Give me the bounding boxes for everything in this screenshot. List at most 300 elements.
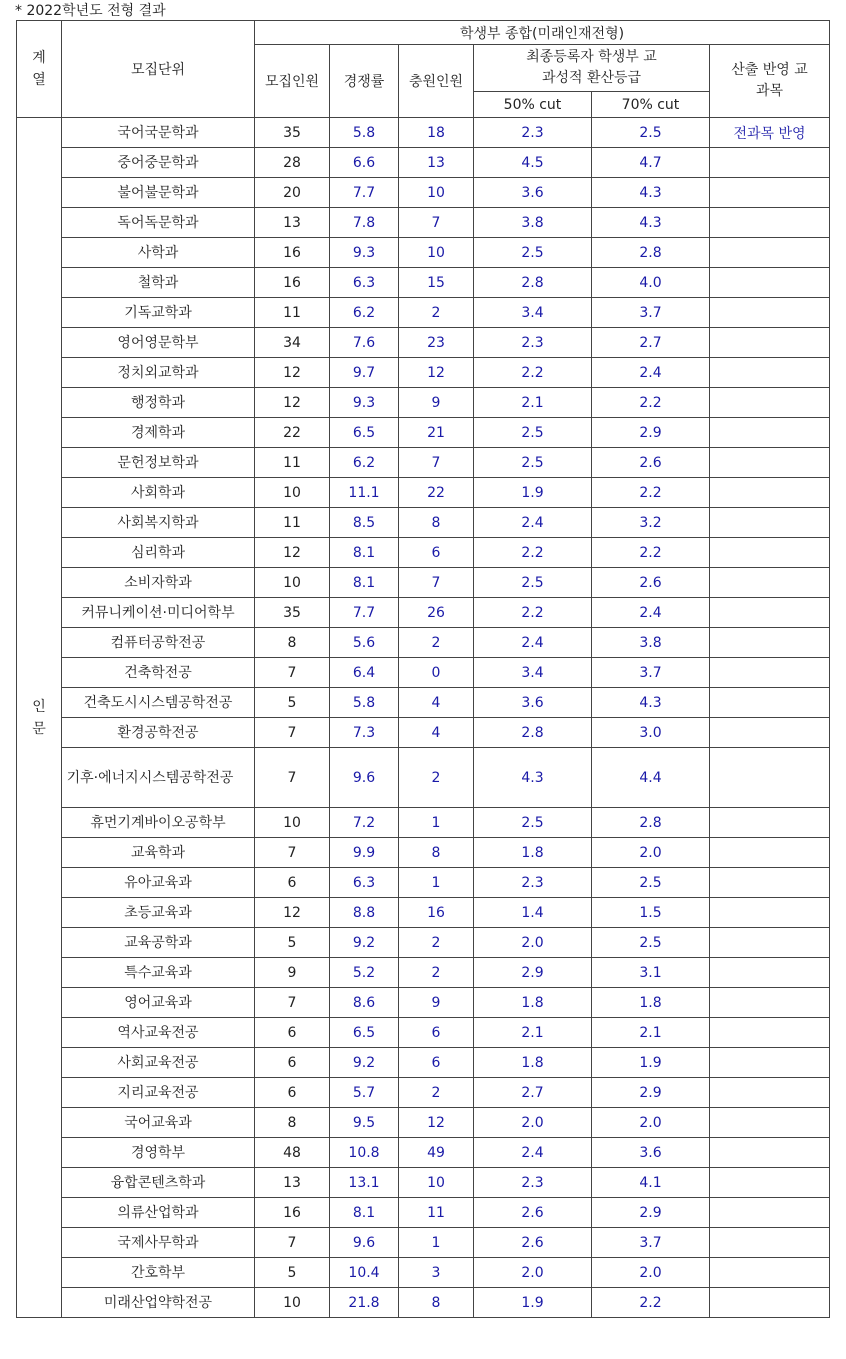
header-subjects: 산출 반영 교과목 xyxy=(710,45,830,118)
unit-cell: 사회복지학과 xyxy=(62,508,255,538)
unit-cell: 정치외교학과 xyxy=(62,358,255,388)
header-series: 계열 xyxy=(17,21,62,118)
table-row xyxy=(17,358,830,388)
quota-cell: 7 xyxy=(255,748,330,808)
quota-cell: 5 xyxy=(255,688,330,718)
subjects-cell-empty xyxy=(710,718,830,748)
subjects-cell-empty xyxy=(710,298,830,328)
cut50-cell: 2.5 xyxy=(474,418,592,448)
subjects-cell-empty xyxy=(710,568,830,598)
table-body xyxy=(17,118,830,1318)
table-row xyxy=(17,898,830,928)
competition-cell: 8.8 xyxy=(330,898,399,928)
quota-cell: 6 xyxy=(255,1078,330,1108)
header-grade-group: 최종등록자 학생부 교과성적 환산등급 xyxy=(474,45,710,92)
cut50-cell: 2.6 xyxy=(474,1228,592,1258)
quota-cell: 16 xyxy=(255,268,330,298)
competition-cell: 7.7 xyxy=(330,598,399,628)
subjects-cell-empty xyxy=(710,418,830,448)
cut70-cell: 4.1 xyxy=(592,1168,710,1198)
subjects-cell-empty xyxy=(710,1258,830,1288)
competition-cell: 9.3 xyxy=(330,238,399,268)
cut70-cell: 3.6 xyxy=(592,1138,710,1168)
cut70-cell: 4.7 xyxy=(592,148,710,178)
unit-cell: 문헌정보학과 xyxy=(62,448,255,478)
cut50-cell: 1.4 xyxy=(474,898,592,928)
additional-cell: 7 xyxy=(399,208,474,238)
unit-cell: 독어독문학과 xyxy=(62,208,255,238)
table-row xyxy=(17,1048,830,1078)
table-row xyxy=(17,1078,830,1108)
cut50-cell: 2.4 xyxy=(474,508,592,538)
cut50-cell: 2.4 xyxy=(474,628,592,658)
competition-cell: 5.8 xyxy=(330,688,399,718)
table-row xyxy=(17,688,830,718)
table-row xyxy=(17,928,830,958)
cut50-cell: 2.1 xyxy=(474,388,592,418)
competition-cell: 7.3 xyxy=(330,718,399,748)
cut50-cell: 2.4 xyxy=(474,1138,592,1168)
cut70-cell: 2.9 xyxy=(592,1078,710,1108)
additional-cell: 21 xyxy=(399,418,474,448)
table-row xyxy=(17,508,830,538)
subjects-cell-empty xyxy=(710,838,830,868)
cut50-cell: 3.4 xyxy=(474,298,592,328)
unit-cell: 유아교육과 xyxy=(62,868,255,898)
competition-cell: 9.5 xyxy=(330,1108,399,1138)
cut70-cell: 2.0 xyxy=(592,1258,710,1288)
table-row xyxy=(17,1168,830,1198)
unit-cell: 중어중문학과 xyxy=(62,148,255,178)
quota-cell: 6 xyxy=(255,1018,330,1048)
additional-cell: 7 xyxy=(399,448,474,478)
series-group-cell xyxy=(17,118,62,1318)
competition-cell: 10.4 xyxy=(330,1258,399,1288)
subjects-cell-empty xyxy=(710,238,830,268)
table-row xyxy=(17,568,830,598)
cut50-cell: 2.5 xyxy=(474,568,592,598)
quota-cell: 48 xyxy=(255,1138,330,1168)
cut50-cell: 2.2 xyxy=(474,538,592,568)
competition-cell: 9.2 xyxy=(330,928,399,958)
subjects-cell-empty xyxy=(710,928,830,958)
unit-cell: 사회교육전공 xyxy=(62,1048,255,1078)
admission-results-table xyxy=(16,20,830,1318)
additional-cell: 8 xyxy=(399,1288,474,1318)
competition-cell: 9.2 xyxy=(330,1048,399,1078)
quota-cell: 5 xyxy=(255,928,330,958)
quota-cell: 35 xyxy=(255,598,330,628)
additional-cell: 18 xyxy=(399,118,474,148)
additional-cell: 2 xyxy=(399,628,474,658)
competition-cell: 5.7 xyxy=(330,1078,399,1108)
table-row xyxy=(17,1018,830,1048)
unit-cell: 사회학과 xyxy=(62,478,255,508)
competition-cell: 21.8 xyxy=(330,1288,399,1318)
unit-cell: 커뮤니케이션·미디어학부 xyxy=(62,598,255,628)
unit-cell: 경영학부 xyxy=(62,1138,255,1168)
header-cut50: 50% cut xyxy=(474,92,592,118)
competition-cell: 5.2 xyxy=(330,958,399,988)
additional-cell: 2 xyxy=(399,958,474,988)
quota-cell: 22 xyxy=(255,418,330,448)
table-row xyxy=(17,418,830,448)
unit-cell: 기후·에너지시스템공학전공 xyxy=(62,748,255,808)
cut70-cell: 2.6 xyxy=(592,448,710,478)
cut70-cell: 3.1 xyxy=(592,958,710,988)
unit-cell: 국제사무학과 xyxy=(62,1228,255,1258)
subjects-cell-empty xyxy=(710,448,830,478)
cut50-cell: 2.3 xyxy=(474,118,592,148)
cut50-cell: 4.5 xyxy=(474,148,592,178)
subjects-cell-empty xyxy=(710,388,830,418)
cut50-cell: 1.9 xyxy=(474,1288,592,1318)
competition-cell: 7.7 xyxy=(330,178,399,208)
cut70-cell: 4.3 xyxy=(592,688,710,718)
cut50-cell: 3.6 xyxy=(474,178,592,208)
header-unit: 모집단위 xyxy=(62,21,255,118)
cut70-cell: 2.4 xyxy=(592,358,710,388)
quota-cell: 7 xyxy=(255,1228,330,1258)
quota-cell: 20 xyxy=(255,178,330,208)
cut50-cell: 2.9 xyxy=(474,958,592,988)
cut50-cell: 2.3 xyxy=(474,328,592,358)
cut70-cell: 2.5 xyxy=(592,868,710,898)
table-row xyxy=(17,1288,830,1318)
subjects-cell-empty xyxy=(710,808,830,838)
cut50-cell: 1.8 xyxy=(474,838,592,868)
quota-cell: 10 xyxy=(255,1288,330,1318)
quota-cell: 7 xyxy=(255,658,330,688)
subjects-cell-empty xyxy=(710,1138,830,1168)
cut50-cell: 2.0 xyxy=(474,928,592,958)
cut50-cell: 2.5 xyxy=(474,808,592,838)
unit-cell: 교육공학과 xyxy=(62,928,255,958)
competition-cell: 8.1 xyxy=(330,1198,399,1228)
cut70-cell: 3.2 xyxy=(592,508,710,538)
cut50-cell: 2.7 xyxy=(474,1078,592,1108)
quota-cell: 6 xyxy=(255,868,330,898)
header-additional: 충원인원 xyxy=(399,45,474,118)
cut70-cell: 2.2 xyxy=(592,538,710,568)
unit-cell: 교육학과 xyxy=(62,838,255,868)
subjects-cell-empty xyxy=(710,868,830,898)
quota-cell: 12 xyxy=(255,388,330,418)
competition-cell: 7.8 xyxy=(330,208,399,238)
competition-cell: 13.1 xyxy=(330,1168,399,1198)
additional-cell: 0 xyxy=(399,658,474,688)
quota-cell: 8 xyxy=(255,628,330,658)
header-competition: 경쟁률 xyxy=(330,45,399,118)
competition-cell: 8.1 xyxy=(330,538,399,568)
table-row xyxy=(17,1108,830,1138)
cut70-cell: 2.5 xyxy=(592,118,710,148)
table-row xyxy=(17,718,830,748)
unit-cell: 영어교육과 xyxy=(62,988,255,1018)
additional-cell: 8 xyxy=(399,838,474,868)
quota-cell: 13 xyxy=(255,208,330,238)
unit-cell: 미래산업약학전공 xyxy=(62,1288,255,1318)
quota-cell: 7 xyxy=(255,838,330,868)
cut50-cell: 3.8 xyxy=(474,208,592,238)
cut70-cell: 4.3 xyxy=(592,178,710,208)
unit-cell: 휴먼기계바이오공학부 xyxy=(62,808,255,838)
additional-cell: 1 xyxy=(399,1228,474,1258)
competition-cell: 9.9 xyxy=(330,838,399,868)
cut50-cell: 2.8 xyxy=(474,718,592,748)
additional-cell: 2 xyxy=(399,298,474,328)
competition-cell: 6.3 xyxy=(330,268,399,298)
subjects-cell-empty xyxy=(710,1018,830,1048)
cut50-cell: 3.6 xyxy=(474,688,592,718)
additional-cell: 1 xyxy=(399,808,474,838)
subjects-cell-empty xyxy=(710,208,830,238)
additional-cell: 11 xyxy=(399,1198,474,1228)
cut50-cell: 2.1 xyxy=(474,1018,592,1048)
additional-cell: 12 xyxy=(399,1108,474,1138)
quota-cell: 12 xyxy=(255,358,330,388)
quota-cell: 10 xyxy=(255,568,330,598)
additional-cell: 2 xyxy=(399,748,474,808)
unit-cell: 역사교육전공 xyxy=(62,1018,255,1048)
cut50-cell: 2.3 xyxy=(474,868,592,898)
cut70-cell: 1.9 xyxy=(592,1048,710,1078)
competition-cell: 7.6 xyxy=(330,328,399,358)
additional-cell: 3 xyxy=(399,1258,474,1288)
quota-cell: 12 xyxy=(255,538,330,568)
cut70-cell: 1.5 xyxy=(592,898,710,928)
quota-cell: 11 xyxy=(255,298,330,328)
table-row xyxy=(17,748,830,808)
subjects-cell-empty xyxy=(710,508,830,538)
table-row xyxy=(17,628,830,658)
additional-cell: 6 xyxy=(399,1048,474,1078)
unit-cell: 건축도시시스템공학전공 xyxy=(62,688,255,718)
header-cut70: 70% cut xyxy=(592,92,710,118)
unit-cell: 영어영문학부 xyxy=(62,328,255,358)
table-row xyxy=(17,1138,830,1168)
table-row xyxy=(17,808,830,838)
cut70-cell: 3.7 xyxy=(592,298,710,328)
subjects-cell-empty xyxy=(710,328,830,358)
quota-cell: 35 xyxy=(255,118,330,148)
competition-cell: 9.6 xyxy=(330,1228,399,1258)
cut50-cell: 2.2 xyxy=(474,598,592,628)
subjects-cell-empty xyxy=(710,148,830,178)
subjects-cell-empty xyxy=(710,1168,830,1198)
additional-cell: 10 xyxy=(399,238,474,268)
subjects-cell-empty xyxy=(710,688,830,718)
competition-cell: 11.1 xyxy=(330,478,399,508)
additional-cell: 26 xyxy=(399,598,474,628)
table-row xyxy=(17,328,830,358)
cut50-cell: 2.2 xyxy=(474,358,592,388)
quota-cell: 10 xyxy=(255,808,330,838)
additional-cell: 10 xyxy=(399,178,474,208)
quota-cell: 10 xyxy=(255,478,330,508)
cut70-cell: 2.9 xyxy=(592,418,710,448)
additional-cell: 4 xyxy=(399,718,474,748)
table-row xyxy=(17,268,830,298)
unit-cell: 경제학과 xyxy=(62,418,255,448)
additional-cell: 22 xyxy=(399,478,474,508)
cut70-cell: 4.0 xyxy=(592,268,710,298)
unit-cell: 컴퓨터공학전공 xyxy=(62,628,255,658)
unit-cell: 철학과 xyxy=(62,268,255,298)
unit-cell: 간호학부 xyxy=(62,1258,255,1288)
unit-cell: 의류산업학과 xyxy=(62,1198,255,1228)
subjects-cell: 전과목 반영 xyxy=(710,118,830,148)
additional-cell: 2 xyxy=(399,1078,474,1108)
competition-cell: 9.3 xyxy=(330,388,399,418)
table-row xyxy=(17,148,830,178)
cut70-cell: 3.8 xyxy=(592,628,710,658)
competition-cell: 6.3 xyxy=(330,868,399,898)
cut70-cell: 2.4 xyxy=(592,598,710,628)
unit-cell: 특수교육과 xyxy=(62,958,255,988)
cut70-cell: 1.8 xyxy=(592,988,710,1018)
cut70-cell: 3.7 xyxy=(592,1228,710,1258)
unit-cell: 심리학과 xyxy=(62,538,255,568)
additional-cell: 15 xyxy=(399,268,474,298)
subjects-cell-empty xyxy=(710,1048,830,1078)
subjects-cell-empty xyxy=(710,628,830,658)
table-row xyxy=(17,958,830,988)
additional-cell: 9 xyxy=(399,388,474,418)
competition-cell: 9.7 xyxy=(330,358,399,388)
table-row xyxy=(17,208,830,238)
subjects-cell-empty xyxy=(710,958,830,988)
cut50-cell: 2.8 xyxy=(474,268,592,298)
competition-cell: 6.4 xyxy=(330,658,399,688)
table-row xyxy=(17,838,830,868)
table-row xyxy=(17,118,830,148)
unit-cell: 융합콘텐츠학과 xyxy=(62,1168,255,1198)
cut70-cell: 2.2 xyxy=(592,478,710,508)
additional-cell: 13 xyxy=(399,148,474,178)
unit-cell: 건축학전공 xyxy=(62,658,255,688)
cut70-cell: 3.7 xyxy=(592,658,710,688)
cut70-cell: 2.2 xyxy=(592,1288,710,1318)
cut50-cell: 3.4 xyxy=(474,658,592,688)
quota-cell: 11 xyxy=(255,448,330,478)
quota-cell: 16 xyxy=(255,1198,330,1228)
subjects-cell-empty xyxy=(710,988,830,1018)
competition-cell: 6.2 xyxy=(330,448,399,478)
unit-cell: 국어교육과 xyxy=(62,1108,255,1138)
competition-cell: 7.2 xyxy=(330,808,399,838)
competition-cell: 6.6 xyxy=(330,148,399,178)
quota-cell: 7 xyxy=(255,718,330,748)
cut70-cell: 2.5 xyxy=(592,928,710,958)
competition-cell: 5.6 xyxy=(330,628,399,658)
cut70-cell: 2.8 xyxy=(592,808,710,838)
unit-cell: 사학과 xyxy=(62,238,255,268)
cut50-cell: 2.3 xyxy=(474,1168,592,1198)
subjects-cell-empty xyxy=(710,1078,830,1108)
competition-cell: 6.5 xyxy=(330,418,399,448)
quota-cell: 5 xyxy=(255,1258,330,1288)
unit-cell: 초등교육과 xyxy=(62,898,255,928)
competition-cell: 8.1 xyxy=(330,568,399,598)
quota-cell: 11 xyxy=(255,508,330,538)
table-row xyxy=(17,388,830,418)
cut70-cell: 2.1 xyxy=(592,1018,710,1048)
competition-cell: 8.5 xyxy=(330,508,399,538)
cut70-cell: 2.2 xyxy=(592,388,710,418)
competition-cell: 8.6 xyxy=(330,988,399,1018)
additional-cell: 12 xyxy=(399,358,474,388)
table-row xyxy=(17,658,830,688)
table-row xyxy=(17,178,830,208)
cut70-cell: 2.9 xyxy=(592,1198,710,1228)
additional-cell: 6 xyxy=(399,1018,474,1048)
quota-cell: 13 xyxy=(255,1168,330,1198)
cut50-cell: 2.5 xyxy=(474,448,592,478)
unit-cell: 소비자학과 xyxy=(62,568,255,598)
additional-cell: 49 xyxy=(399,1138,474,1168)
table-row xyxy=(17,298,830,328)
competition-cell: 9.6 xyxy=(330,748,399,808)
additional-cell: 8 xyxy=(399,508,474,538)
cut50-cell: 1.9 xyxy=(474,478,592,508)
subjects-cell-empty xyxy=(710,358,830,388)
unit-cell: 지리교육전공 xyxy=(62,1078,255,1108)
competition-cell: 5.8 xyxy=(330,118,399,148)
subjects-cell-empty xyxy=(710,898,830,928)
unit-cell: 환경공학전공 xyxy=(62,718,255,748)
cut70-cell: 4.3 xyxy=(592,208,710,238)
cut70-cell: 2.0 xyxy=(592,1108,710,1138)
cut50-cell: 2.0 xyxy=(474,1258,592,1288)
cut70-cell: 3.0 xyxy=(592,718,710,748)
quota-cell: 7 xyxy=(255,988,330,1018)
subjects-cell-empty xyxy=(710,658,830,688)
competition-cell: 6.2 xyxy=(330,298,399,328)
unit-cell: 국어국문학과 xyxy=(62,118,255,148)
subjects-cell-empty xyxy=(710,598,830,628)
cut70-cell: 4.4 xyxy=(592,748,710,808)
quota-cell: 6 xyxy=(255,1048,330,1078)
subjects-cell-empty xyxy=(710,1108,830,1138)
cut50-cell: 4.3 xyxy=(474,748,592,808)
table-row xyxy=(17,1198,830,1228)
table-row xyxy=(17,478,830,508)
cut50-cell: 2.6 xyxy=(474,1198,592,1228)
cut70-cell: 2.6 xyxy=(592,568,710,598)
additional-cell: 1 xyxy=(399,868,474,898)
additional-cell: 7 xyxy=(399,568,474,598)
table-row xyxy=(17,598,830,628)
additional-cell: 4 xyxy=(399,688,474,718)
quota-cell: 12 xyxy=(255,898,330,928)
table-row xyxy=(17,238,830,268)
header-admission-type: 학생부 종합(미래인재전형) xyxy=(255,21,830,45)
subjects-cell-empty xyxy=(710,1228,830,1258)
additional-cell: 10 xyxy=(399,1168,474,1198)
cut70-cell: 2.8 xyxy=(592,238,710,268)
table-row xyxy=(17,538,830,568)
subjects-cell-empty xyxy=(710,178,830,208)
additional-cell: 6 xyxy=(399,538,474,568)
subjects-cell-empty xyxy=(710,748,830,808)
series-group-label: 인문 xyxy=(32,698,46,737)
competition-cell: 6.5 xyxy=(330,1018,399,1048)
unit-cell: 기독교학과 xyxy=(62,298,255,328)
table-row xyxy=(17,1258,830,1288)
quota-cell: 28 xyxy=(255,148,330,178)
quota-cell: 34 xyxy=(255,328,330,358)
